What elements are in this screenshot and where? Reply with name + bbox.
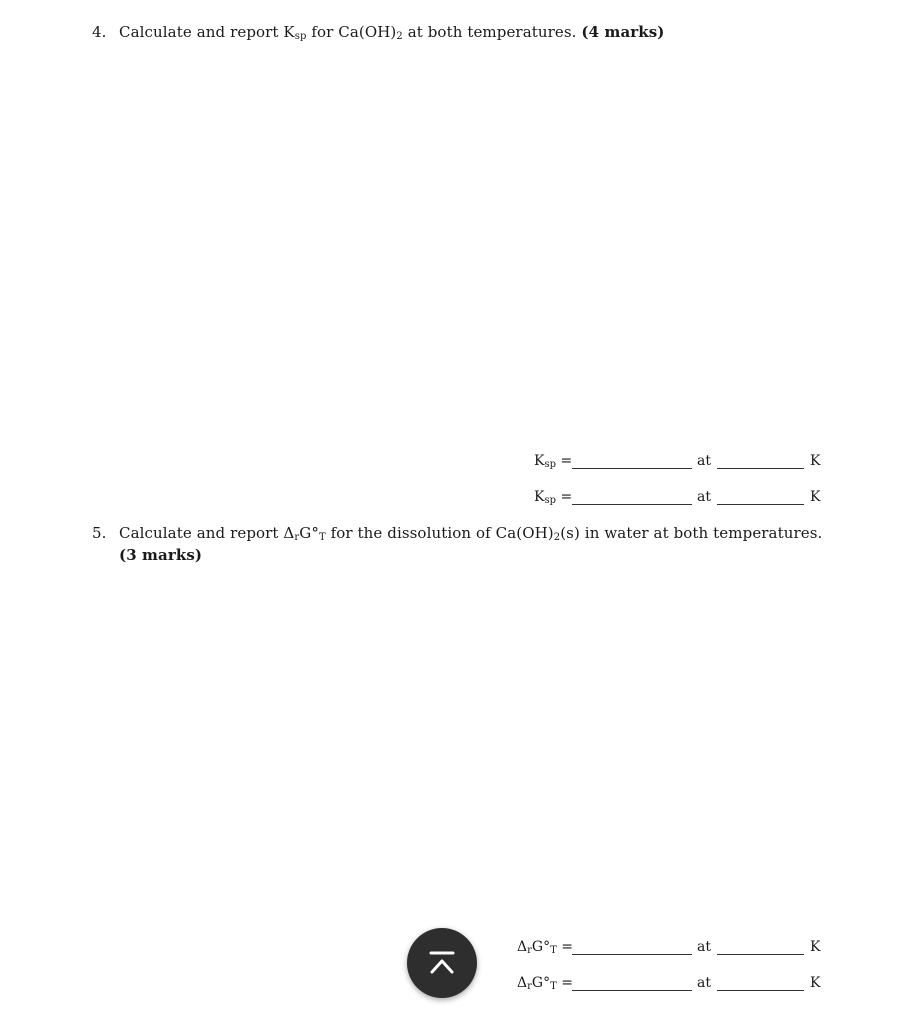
unit-label: K xyxy=(810,489,821,505)
unit-label: K xyxy=(810,453,821,469)
marks-label: (4 marks) xyxy=(581,23,665,41)
question-number: 5. xyxy=(92,524,107,542)
scroll-to-top-icon xyxy=(427,948,457,978)
at-label: at xyxy=(697,453,711,469)
answer-label: $K_{sp}$ = xyxy=(534,453,573,470)
value-blank[interactable] xyxy=(572,468,692,469)
marks-label: (3 marks) xyxy=(119,546,203,564)
value-blank[interactable] xyxy=(572,504,692,505)
question-number: 4. xyxy=(92,23,107,41)
value-blank[interactable] xyxy=(572,990,692,991)
answer-row xyxy=(0,453,898,473)
at-label: at xyxy=(697,939,711,955)
unit-label: K xyxy=(810,975,821,991)
answer-label: $\Delta_rG^\circ_T$ = xyxy=(517,975,573,992)
value-blank[interactable] xyxy=(572,954,692,955)
question-4 xyxy=(92,22,872,44)
temperature-blank[interactable] xyxy=(717,468,804,469)
answer-label: $K_{sp}$ = xyxy=(534,489,573,506)
unit-label: K xyxy=(810,939,821,955)
at-label: at xyxy=(697,489,711,505)
temperature-blank[interactable] xyxy=(717,504,804,505)
scroll-to-top-button[interactable] xyxy=(407,928,477,998)
temperature-blank[interactable] xyxy=(717,990,804,991)
question-5 xyxy=(92,523,872,567)
temperature-blank[interactable] xyxy=(717,954,804,955)
at-label: at xyxy=(697,975,711,991)
question-text: Calculate and report $K_{sp}$ for $Ca(OH)_2$ at both temperatures. (4 marks) xyxy=(119,23,665,42)
question-text: Calculate and report $\Delta_rG^\circ_T$ for the dissolution of $Ca(OH)_2(s)$ in water at both temperatures. xyxy=(119,524,823,543)
answer-row xyxy=(0,489,898,509)
answer-label: $\Delta_rG^\circ_T$ = xyxy=(517,939,573,956)
